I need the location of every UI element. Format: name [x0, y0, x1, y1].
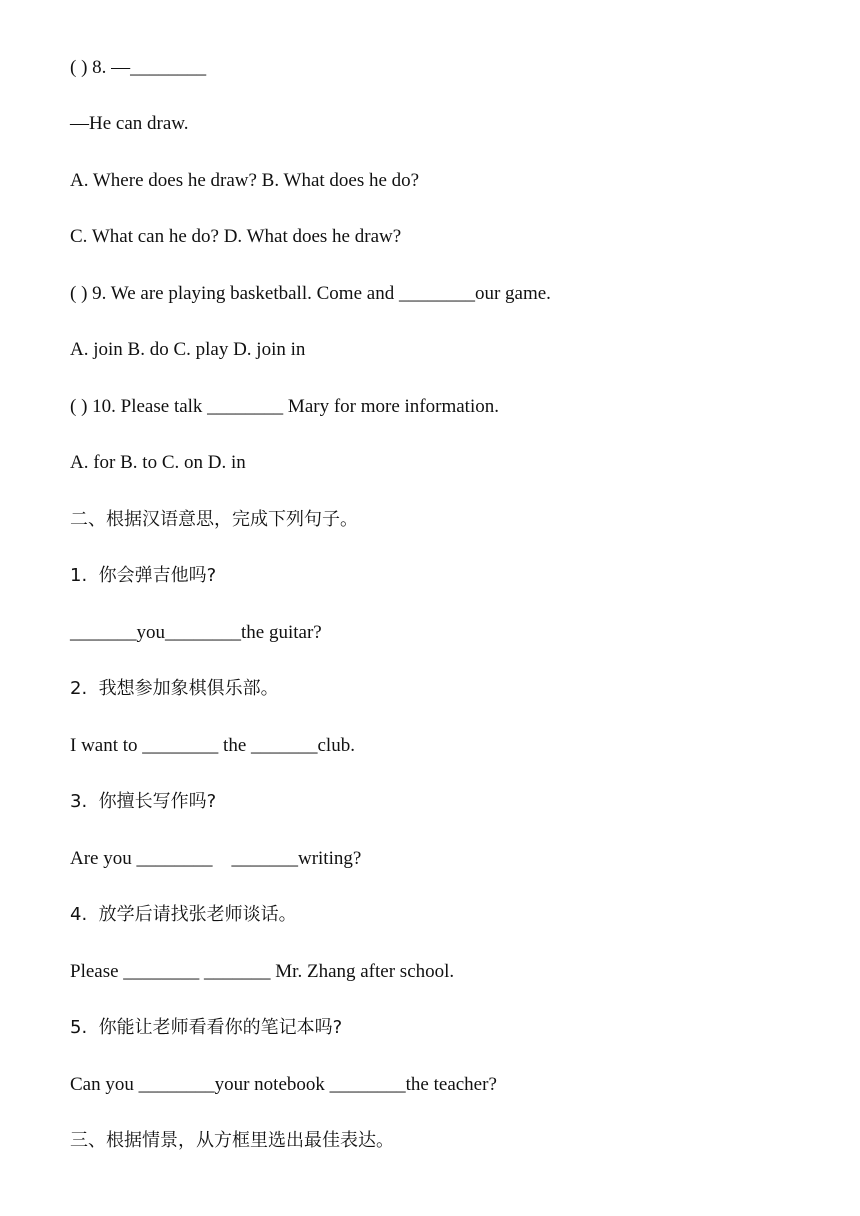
section-3-heading: 三、根据情景，从方框里选出最佳表达。 [70, 1130, 394, 1151]
question-8-options-ab: A. Where does he draw? B. What does he do? [70, 170, 420, 191]
sentence-5-chinese: 5. 你能让老师看看你的笔记本吗? [70, 1017, 343, 1038]
question-10-stem: ( ) 10. Please talk ________ Mary for more information. [70, 396, 499, 417]
question-9-options: A. join B. do C. play D. join in [70, 339, 306, 360]
sentence-5-blank: Can you ________your notebook ________the teacher? [70, 1074, 497, 1095]
question-8-answer-line: —He can draw. [70, 113, 189, 134]
question-8-stem: ( ) 8. —________ [70, 57, 207, 78]
sentence-1-chinese: 1. 你会弹吉他吗? [70, 565, 217, 586]
question-9-stem: ( ) 9. We are playing basketball. Come and ________our game. [70, 283, 551, 304]
section-2-heading: 二、根据汉语意思，完成下列句子。 [70, 509, 358, 530]
sentence-1-blank: _______you________the guitar? [70, 622, 322, 643]
question-10-options: A. for B. to C. on D. in [70, 452, 246, 473]
sentence-2-blank: I want to ________ the _______club. [70, 735, 355, 756]
sentence-3-blank: Are you ________ _______writing? [70, 848, 362, 869]
sentence-4-blank: Please ________ _______ Mr. Zhang after school. [70, 961, 455, 982]
sentence-3-chinese: 3. 你擅长写作吗? [70, 791, 217, 812]
question-8-options-cd: C. What can he do? D. What does he draw? [70, 226, 402, 247]
sentence-2-chinese: 2. 我想参加象棋俱乐部。 [70, 678, 279, 699]
sentence-4-chinese: 4. 放学后请找张老师谈话。 [70, 904, 297, 925]
